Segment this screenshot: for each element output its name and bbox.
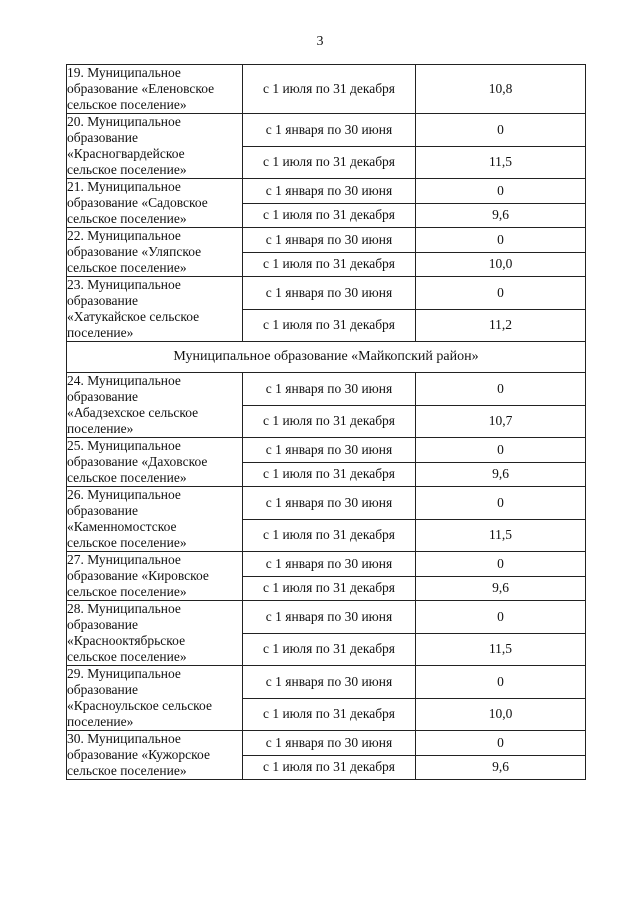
value-cell: 10,0 bbox=[416, 252, 586, 277]
page-number: 3 bbox=[316, 34, 324, 49]
value-cell: 0 bbox=[416, 228, 586, 253]
table-row bbox=[67, 731, 586, 756]
municipality-name: 27. Муниципальное образование «Кировское сельское поселение» bbox=[67, 552, 209, 599]
municipality-name: 29. Муниципальное образование «Красноульское сельское поселение» bbox=[67, 666, 212, 729]
tariff-table bbox=[66, 64, 586, 780]
municipality-name-cell bbox=[67, 373, 243, 438]
value-cell: 0 bbox=[416, 179, 586, 204]
period-cell: с 1 января по 30 июня bbox=[243, 601, 416, 634]
value-cell: 0 bbox=[416, 373, 586, 406]
section-title: Муниципальное образование «Майкопский район» bbox=[67, 342, 586, 373]
municipality-name: 30. Муниципальное образование «Кужорское сельское поселение» bbox=[67, 731, 210, 778]
value-cell: 10,7 bbox=[416, 405, 586, 438]
value-cell: 10,0 bbox=[416, 698, 586, 731]
value-cell: 0 bbox=[416, 438, 586, 463]
municipality-name: 28. Муниципальное образование «Краснооктябрьское сельское поселение» bbox=[67, 601, 187, 664]
period-cell: с 1 января по 30 июня bbox=[243, 179, 416, 204]
period-cell: с 1 июля по 31 декабря bbox=[243, 462, 416, 487]
value-cell: 11,2 bbox=[416, 309, 586, 342]
municipality-name-cell bbox=[67, 487, 243, 552]
value-cell: 11,5 bbox=[416, 633, 586, 666]
municipality-name: 26. Муниципальное образование «Каменномостское сельское поселение» bbox=[67, 487, 187, 550]
period-cell: с 1 июля по 31 декабря bbox=[243, 146, 416, 179]
table-row bbox=[67, 65, 586, 114]
value-cell: 9,6 bbox=[416, 203, 586, 228]
municipality-name-cell bbox=[67, 552, 243, 601]
table-row bbox=[67, 277, 586, 310]
municipality-name-cell bbox=[67, 666, 243, 731]
municipality-name: 23. Муниципальное образование «Хатукайское сельское поселение» bbox=[67, 277, 200, 340]
tariff-table-body bbox=[67, 65, 586, 780]
table-row bbox=[67, 487, 586, 520]
municipality-name-cell bbox=[67, 179, 243, 228]
value-cell: 0 bbox=[416, 114, 586, 147]
value-cell: 0 bbox=[416, 552, 586, 577]
municipality-name: 20. Муниципальное образование «Красногвардейское сельское поселение» bbox=[67, 114, 187, 177]
period-cell: с 1 января по 30 июня bbox=[243, 552, 416, 577]
period-cell: с 1 июля по 31 декабря bbox=[243, 698, 416, 731]
section-header-row bbox=[67, 342, 586, 373]
table-row bbox=[67, 114, 586, 147]
period-cell: с 1 июля по 31 декабря bbox=[243, 519, 416, 552]
value-cell: 9,6 bbox=[416, 462, 586, 487]
table-row bbox=[67, 552, 586, 577]
table-row bbox=[67, 179, 586, 204]
municipality-name-cell bbox=[67, 277, 243, 342]
period-cell: с 1 января по 30 июня bbox=[243, 277, 416, 310]
municipality-name-cell bbox=[67, 731, 243, 780]
period-cell: с 1 января по 30 июня bbox=[243, 228, 416, 253]
value-cell: 0 bbox=[416, 601, 586, 634]
period-cell: с 1 января по 30 июня bbox=[243, 487, 416, 520]
municipality-name: 22. Муниципальное образование «Уляпское сельское поселение» bbox=[67, 228, 202, 275]
value-cell: 0 bbox=[416, 277, 586, 310]
value-cell: 10,8 bbox=[416, 65, 586, 114]
municipality-name: 19. Муниципальное образование «Еленовское сельское поселение» bbox=[67, 65, 215, 112]
municipality-name-cell bbox=[67, 65, 243, 114]
period-cell: с 1 июля по 31 декабря bbox=[243, 576, 416, 601]
period-cell: с 1 июля по 31 декабря bbox=[243, 405, 416, 438]
municipality-name-cell bbox=[67, 228, 243, 277]
table-row bbox=[67, 228, 586, 253]
period-cell: с 1 июля по 31 декабря bbox=[243, 309, 416, 342]
table-row bbox=[67, 373, 586, 406]
municipality-name-cell bbox=[67, 438, 243, 487]
period-cell: с 1 июля по 31 декабря bbox=[243, 252, 416, 277]
period-cell: с 1 июля по 31 декабря bbox=[243, 203, 416, 228]
table-row bbox=[67, 601, 586, 634]
period-cell: с 1 июля по 31 декабря bbox=[243, 65, 416, 114]
period-cell: с 1 января по 30 июня bbox=[243, 666, 416, 699]
value-cell: 0 bbox=[416, 666, 586, 699]
value-cell: 9,6 bbox=[416, 755, 586, 780]
value-cell: 0 bbox=[416, 731, 586, 756]
value-cell: 9,6 bbox=[416, 576, 586, 601]
municipality-name: 25. Муниципальное образование «Даховское сельское поселение» bbox=[67, 438, 208, 485]
value-cell: 11,5 bbox=[416, 146, 586, 179]
period-cell: с 1 января по 30 июня bbox=[243, 731, 416, 756]
period-cell: с 1 июля по 31 декабря bbox=[243, 633, 416, 666]
municipality-name: 21. Муниципальное образование «Садовское сельское поселение» bbox=[67, 179, 208, 226]
value-cell: 0 bbox=[416, 487, 586, 520]
municipality-name-cell bbox=[67, 114, 243, 179]
value-cell: 11,5 bbox=[416, 519, 586, 552]
municipality-name-cell bbox=[67, 601, 243, 666]
municipality-name: 24. Муниципальное образование «Абадзехское сельское поселение» bbox=[67, 373, 199, 436]
period-cell: с 1 июля по 31 декабря bbox=[243, 755, 416, 780]
period-cell: с 1 января по 30 июня bbox=[243, 114, 416, 147]
period-cell: с 1 января по 30 июня bbox=[243, 373, 416, 406]
period-cell: с 1 января по 30 июня bbox=[243, 438, 416, 463]
table-row bbox=[67, 438, 586, 463]
table-row bbox=[67, 666, 586, 699]
